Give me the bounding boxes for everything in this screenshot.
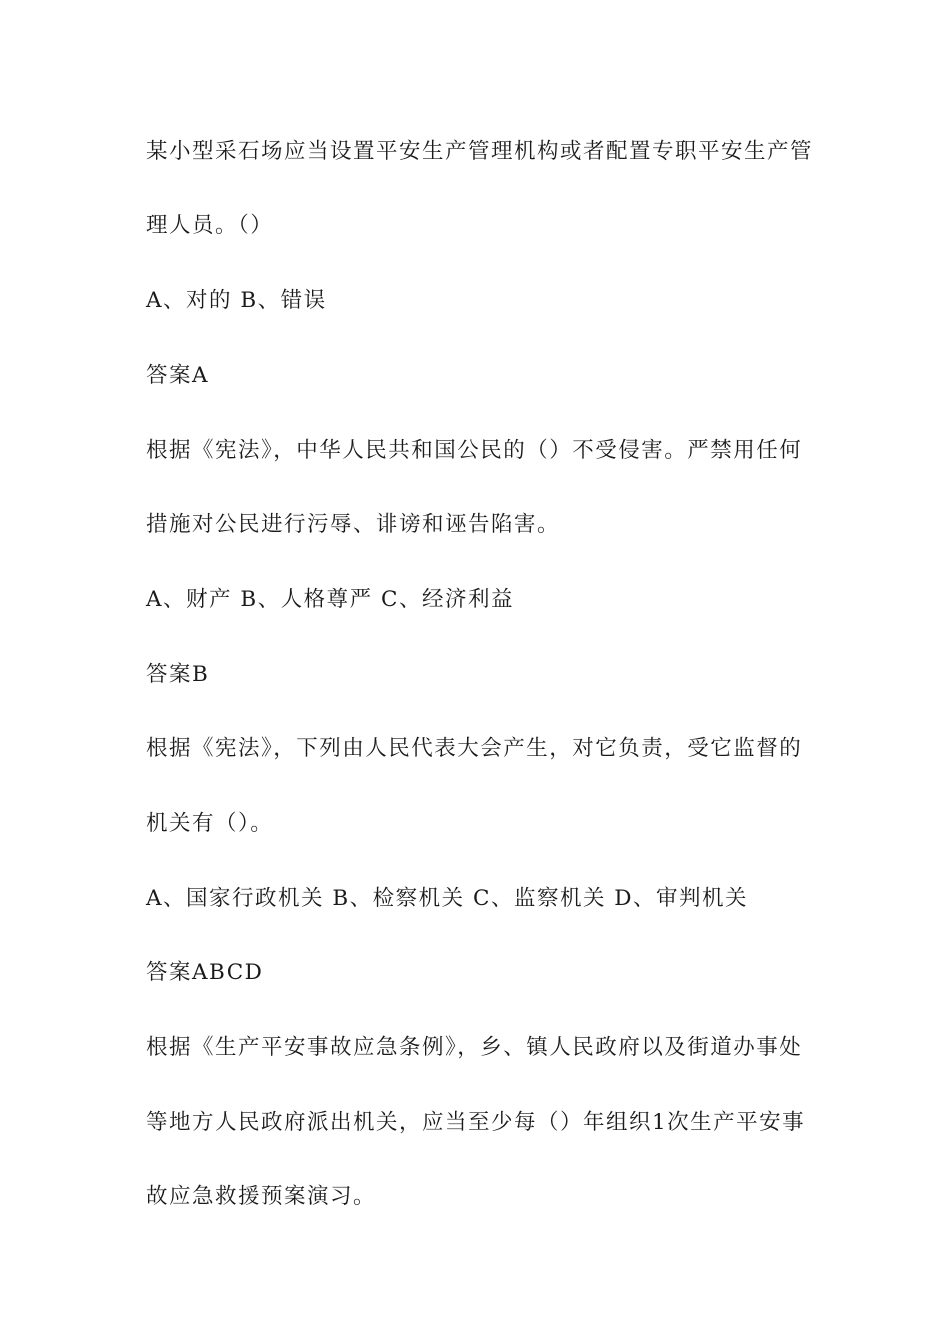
question-2-answer: 答案B bbox=[146, 662, 210, 687]
question-1-line-1: 某小型采石场应当设置平安生产管理机构或者配置专职平安生产管 bbox=[146, 139, 814, 164]
question-3-line-2: 机关有（）。 bbox=[146, 811, 274, 836]
question-1-answer: 答案A bbox=[146, 363, 210, 388]
question-4-line-2: 等地方人民政府派出机关，应当至少每（）年组织1次生产平安事 bbox=[146, 1110, 806, 1135]
question-3-options: A、国家行政机关 B、检察机关 C、监察机关 D、审判机关 bbox=[146, 886, 749, 911]
question-4-line-1: 根据《生产平安事故应急条例》，乡、镇人民政府以及街道办事处 bbox=[146, 1035, 803, 1060]
question-3-answer: 答案ABCD bbox=[146, 960, 264, 985]
question-2-options: A、财产 B、人格尊严 C、经济利益 bbox=[146, 587, 514, 612]
question-3-line-1: 根据《宪法》，下列由人民代表大会产生，对它负责，受它监督的 bbox=[146, 736, 803, 761]
question-2-line-2: 措施对公民进行污辱、诽谤和诬告陷害。 bbox=[146, 512, 561, 537]
question-1-line-2: 理人员。（） bbox=[146, 213, 274, 238]
question-2-line-1: 根据《宪法》，中华人民共和国公民的（）不受侵害。严禁用任何 bbox=[146, 438, 803, 463]
question-1-options: A、对的 B、错误 bbox=[146, 288, 327, 313]
question-4-line-3: 故应急救援预案演习。 bbox=[146, 1184, 377, 1209]
